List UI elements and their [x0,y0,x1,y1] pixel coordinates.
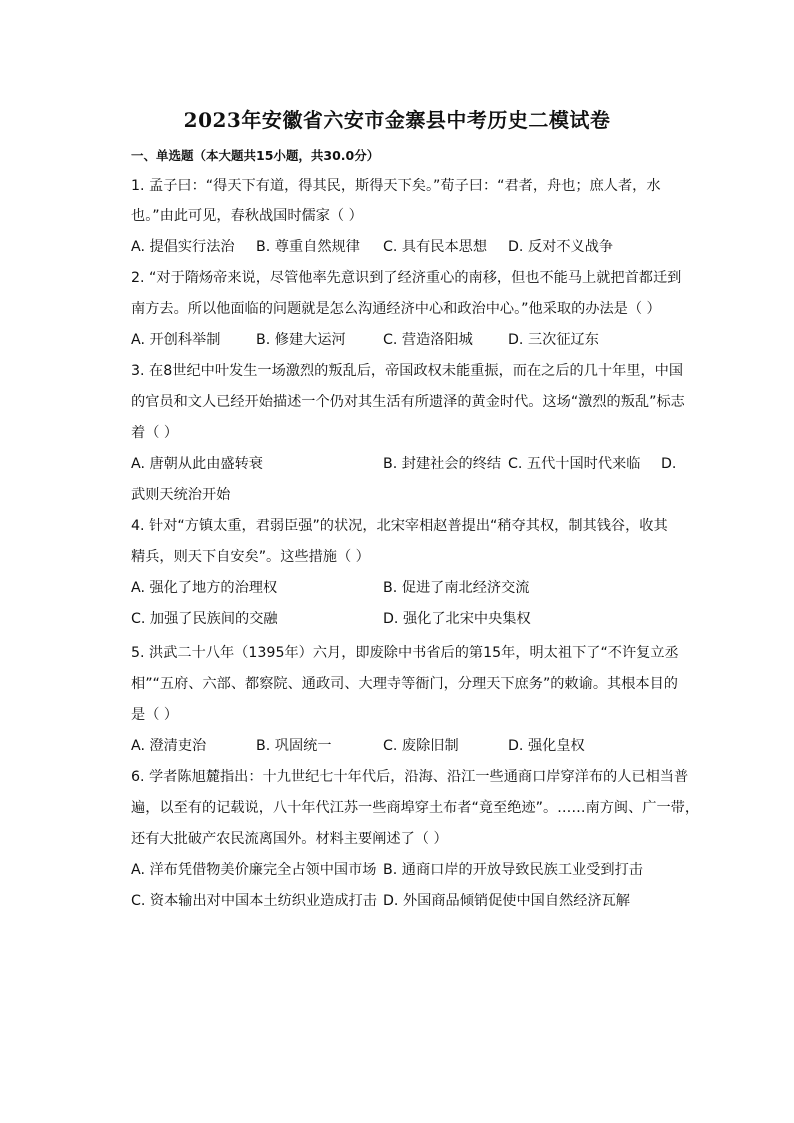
question-5-line-2: 相”“五府、六部、都察院、通政司、大理寺等衙门，分理天下庶务”的敕谕。其根本目的 [131,676,678,692]
q1-option-d: D. 反对不义战争 [508,239,614,255]
q6-option-c: C. 资本输出对中国本土纺织业造成打击 [131,893,377,909]
q3-option-d-label: D. [661,456,677,472]
q4-option-a: A. 强化了地方的治理权 [131,580,278,596]
question-4-line-1: 4. 针对“方镇太重，君弱臣强”的状况，北宋宰相赵普提出“稍夺其权，制其钱谷，收其 [131,518,668,534]
q3-option-d: 武则天统治开始 [131,487,231,503]
q5-option-a: A. 澄清吏治 [131,738,207,754]
q2-option-d: D. 三次征辽东 [508,332,599,348]
q2-option-c: C. 营造洛阳城 [383,332,473,348]
q4-option-d: D. 强化了北宋中央集权 [383,611,531,627]
question-6-line-2: 遍，以至有的记载说，八十年代江苏一些商埠穿土布者“竟至绝迹”。……南方闽、广一带， [131,800,700,816]
q5-option-b: B. 巩固统一 [256,738,332,754]
q1-option-a: A. 提倡实行法治 [131,239,235,255]
question-6-line-3: 还有大批破产农民流离国外。材料主要阐述了（ ） [131,831,448,847]
q3-option-a: A. 唐朝从此由盛转衰 [131,456,263,472]
question-1-line-1: 1. 孟子曰：“得天下有道，得其民，斯得天下矣。”荀子曰：“君者，舟也；庶人者，水 [131,178,661,194]
q3-option-b: B. 封建社会的终结 [383,456,502,472]
q4-option-b: B. 促进了南北经济交流 [383,580,530,596]
page-title: 2023年安徽省六安市金寨县中考历史二模试卷 [183,108,611,132]
question-2-line-2: 南方去。所以他面临的问题就是怎么沟通经济中心和政治中心。”他采取的办法是（ ） [131,301,661,317]
q1-option-b: B. 尊重自然规律 [256,239,360,255]
section-heading: 一、单选题（本大题共15小题，共30.0分） [131,148,380,163]
q5-option-c: C. 废除旧制 [383,738,459,754]
q6-option-d: D. 外国商品倾销促使中国自然经济瓦解 [383,893,630,909]
question-1-line-2: 也。”由此可见，春秋战国时儒家（ ） [131,208,363,224]
q6-option-b: B. 通商口岸的开放导致民族工业受到打击 [383,862,643,878]
q5-option-d: D. 强化皇权 [508,738,585,754]
question-3-line-1: 3. 在8世纪中叶发生一场激烈的叛乱后，帝国政权未能重振，而在之后的几十年里，中国 [131,363,684,379]
question-6-line-1: 6. 学者陈旭麓指出：十九世纪七十年代后，沿海、沿江一些通商口岸穿洋布的人已相当普 [131,769,689,785]
q3-option-c: C. 五代十国时代来临 [508,456,641,472]
q4-option-c: C. 加强了民族间的交融 [131,611,278,627]
question-4-line-2: 精兵，则天下自安矣”。这些措施（ ） [131,549,370,565]
q1-option-c: C. 具有民本思想 [383,239,488,255]
q6-option-a: A. 洋布凭借物美价廉完全占领中国市场 [131,862,377,878]
question-5-line-1: 5. 洪武二十八年（1395年）六月，即废除中书省后的第15年，明太祖下了“不许复立丞 [131,645,679,661]
question-5-line-3: 是（ ） [131,707,179,723]
question-3-line-2: 的官员和文人已经开始描述一个仍对其生活有所遗泽的黄金时代。这场“激烈的叛乱”标志 [131,394,685,410]
q2-option-b: B. 修建大运河 [256,332,346,348]
q2-option-a: A. 开创科举制 [131,332,221,348]
question-3-line-3: 着（ ） [131,425,179,441]
question-2-line-1: 2. “对于隋炀帝来说，尽管他率先意识到了经济重心的南移，但也不能马上就把首都迁到 [131,270,682,286]
